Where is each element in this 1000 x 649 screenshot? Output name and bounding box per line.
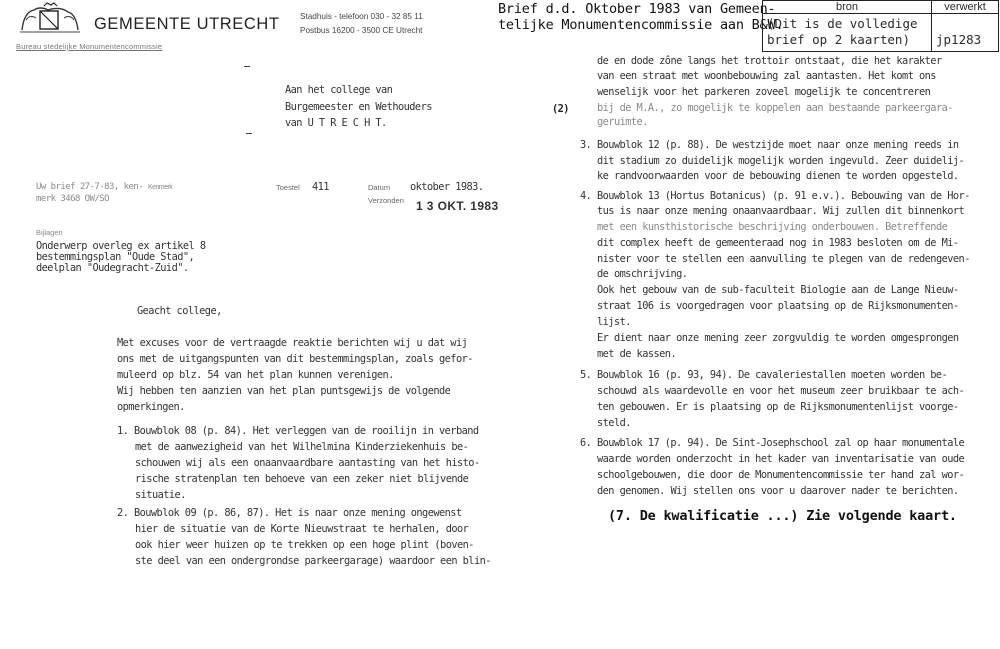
cont-line-5: geruimte.: [597, 116, 648, 128]
reference-label: [36, 182, 172, 192]
coat-of-arms-logo: [14, 2, 86, 34]
recipient-line-3: van U T R E C H T.: [285, 117, 387, 129]
item4-line-11: met de kassen.: [597, 348, 677, 360]
bron-header: bron: [763, 1, 932, 14]
item4-line-2: tus is naar onze mening onaanvaardbaar. Wij zullen dit binnenkort: [597, 205, 965, 217]
toestel-label: Toestel: [276, 183, 300, 192]
recipient-line-1: Aan het college van: [285, 84, 393, 96]
item4-line-6: de omschrijving.: [597, 268, 688, 280]
item4-line-9: lijst.: [597, 316, 631, 328]
cont-line-2: van een straat met woonbebouwing zal aantasten. Het komt ons: [597, 70, 936, 82]
item5-line-2: schouwd als waardevolle en voor het museum zeer bruikbaar te ach-: [597, 385, 965, 397]
closing-note: (7. De kwalificatie ...) Zie volgende kaart.: [608, 508, 957, 524]
verwerkt-value: [932, 14, 999, 52]
verwerkt-header: verwerkt: [932, 1, 999, 14]
org-name: GEMEENTE UTRECHT: [94, 15, 280, 33]
item6-line-4: den genomen. Wij stellen ons voor u daarover nader te berichten.: [597, 485, 959, 497]
item5-line-4: steld.: [597, 417, 631, 429]
item4-line-7: Ook het gebouw van de sub-faculteit Biologie aan de Lange Nieuw-: [597, 284, 959, 296]
body-line-5: opmerkingen.: [117, 401, 185, 413]
body-line-1: Met excuses voor de vertraagde reaktie berichten wij u dat wij: [117, 337, 468, 349]
item5-line-3: ten gebouwen. Er is plaatsing op de Rijksmonumentenlijst voorge-: [597, 401, 959, 413]
onderwerp-line-3: deelplan "Oudegracht-Zuid".: [36, 262, 189, 274]
contact-address: Stadhuis - telefoon 030 - 32 85 11: [300, 12, 423, 21]
verzonden-stamp: 1 3 OKT. 1983: [416, 199, 499, 213]
datum-label: Datum: [368, 183, 391, 192]
item1-line-2: met de aanwezigheid van het Wilhelmina Kinderziekenhuis be-: [135, 441, 469, 453]
item2-line-1: 2. Bouwblok 09 (p. 86, 87). Het is naar onze mening ongewenst: [117, 507, 462, 519]
item1-line-1: 1. Bouwblok 08 (p. 84). Het verleggen van de rooilijn in verband: [117, 425, 479, 437]
verzonden-label: Verzonden: [368, 196, 404, 205]
body-line-4: Wij hebben ten aanzien van het plan puntsgewijs de volgende: [117, 385, 451, 397]
body-line-2: ons met de uitgangspunten van dit bestemmingsplan, zoals gefor-: [117, 353, 473, 365]
contact-postbus: Postbus 16200 - 3500 CE Utrecht: [300, 26, 423, 35]
item5-line-1: 5. Bouwblok 16 (p. 93, 94). De cavaleriestallen moeten worden be-: [580, 369, 948, 381]
item1-line-3: schouwen wij als een onaanvaardbare aantasting van het histo-: [135, 457, 480, 469]
card-header-line-1: Brief d.d. Oktober 1983 van Gemeen-: [498, 1, 776, 17]
bron-note: [763, 14, 932, 52]
item1-line-4: rische stratenplan ten behoeve van een zeker niet blijvende: [135, 473, 469, 485]
item6-line-1: 6. Bouwblok 17 (p. 94). De Sint-Josephschool zal op haar monumentale: [580, 437, 965, 449]
item4-line-1: 4. Bouwblok 13 (Hortus Botanicus) (p. 91 e.v.). Bebouwing van de Hor-: [580, 190, 970, 202]
item1-line-5: situatie.: [135, 489, 186, 501]
bijlagen-label: Bijlagen: [36, 228, 63, 237]
bron-note-line-1: (Dit is de volledige: [767, 16, 918, 31]
datum-value: oktober 1983.: [410, 181, 484, 193]
cont-line-4: bij de M.A., zo mogelijk te koppelen aan bestaande parkeergara-: [597, 102, 953, 114]
item2-line-2: hier de situatie van de Korte Nieuwstraat te herhalen, door: [135, 523, 469, 535]
item3-line-2: dit stadium zo duidelijk mogelijk worden ingevuld. Zeer duidelij-: [597, 155, 965, 167]
item4-line-8: straat 106 is voorgedragen voor plaatsing op de Rijksmonumenten-: [597, 300, 959, 312]
item3-line-1: 3. Bouwblok 12 (p. 88). De westzijde moet naar onze mening reeds in: [580, 139, 959, 151]
reference-table: [762, 0, 999, 52]
kenmerk-label: Kenmerk: [147, 184, 173, 191]
item3-line-3: ke randvoorwaarden voor de bebouwing dienen te worden opgesteld.: [597, 170, 959, 182]
salutation: Geacht college,: [137, 305, 222, 317]
item4-line-3: met een kunsthistorische beschrijving onderbouwen. Betreffende: [597, 221, 948, 233]
recipient-line-2: Burgemeester en Wethouders: [285, 101, 432, 113]
onderwerp-line-1: Onderwerp overleg ex artikel 8: [36, 240, 206, 252]
page-marker: (2): [552, 103, 569, 115]
tick-mark-1: [244, 66, 250, 67]
onderwerp-line-2: bestemmingsplan "Oude Stad",: [36, 251, 195, 263]
item6-line-2: waarde worden onderzocht in het kader van inventarisatie van oude: [597, 453, 965, 465]
reference-text: Uw brief 27-7-83, ken-: [36, 182, 144, 192]
tick-mark-2: [246, 133, 252, 134]
bron-note-line-2: brief op 2 kaarten): [767, 32, 910, 47]
item2-line-4: ste deel van een ondergrondse parkeergarage) waardoor een blin-: [135, 555, 491, 567]
item2-line-3: ook hier weer huizen op te trekken op een hoge plint (boven-: [135, 539, 474, 551]
item4-line-10: Er dient naar onze mening zeer zorgvuldig te worden omgesprongen: [597, 332, 959, 344]
cont-line-1: de en dode zône langs het trottoir ontstaat, die het karakter: [597, 55, 942, 67]
item4-line-5: nister voor te stellen een aanvulling te plegen van de redengeven-: [597, 253, 970, 265]
item4-line-4: dit complex heeft de gemeenteraad nog in 1983 besloten om de Mi-: [597, 237, 959, 249]
body-line-3: muleerd op blz. 54 van het plan kunnen verenigen.: [117, 369, 394, 381]
cont-line-3: wenselijk voor het parkeren zoveel mogelijk te concentreren: [597, 86, 931, 98]
item6-line-3: schoolgebouwen, die door de Monumentencommissie ter hand zal wor-: [597, 469, 965, 481]
card-header-line-2: telijke Monumentencommissie aan B&W.: [498, 17, 784, 33]
reference-value: merk 3468 OW/SO: [36, 194, 110, 204]
verwerkt-code: jp1283: [936, 32, 982, 47]
toestel-value: 411: [312, 181, 329, 193]
sender-line: Bureau stedelijke Monumentencommissie: [16, 42, 163, 51]
